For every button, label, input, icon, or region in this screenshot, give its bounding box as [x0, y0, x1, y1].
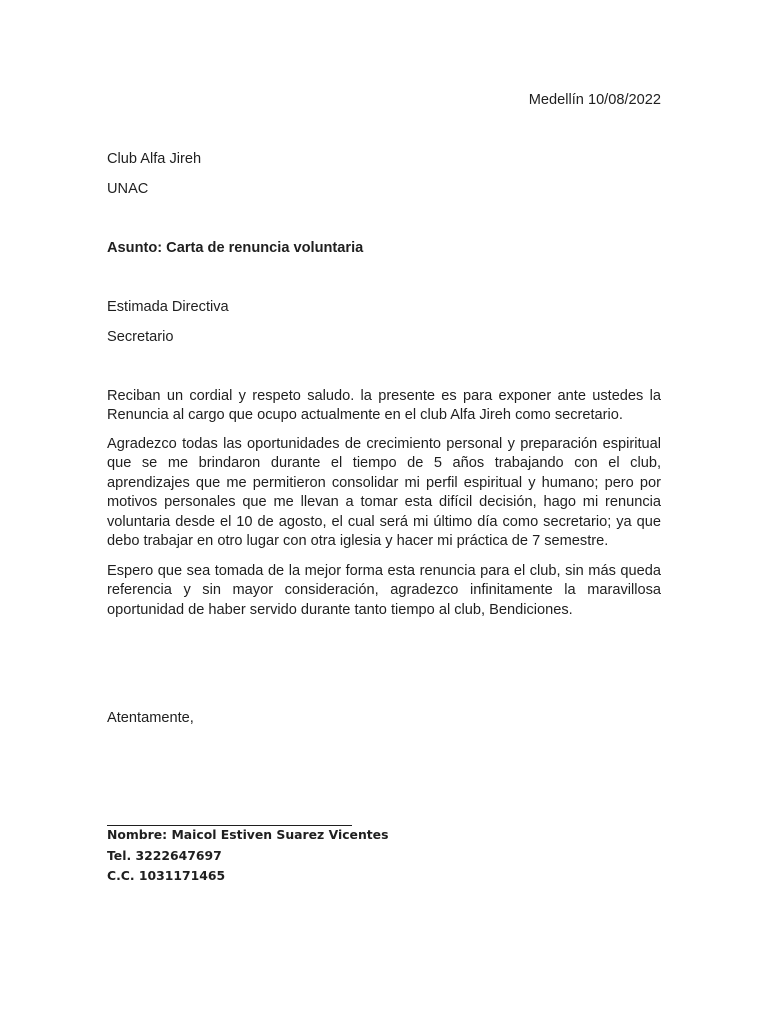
signature-line [107, 825, 352, 826]
salutation-secretario: Secretario [107, 329, 174, 345]
signature-phone: Tel. 3222647697 [107, 848, 222, 863]
body-paragraph-2: Agradezco todas las oportunidades de crecimiento personal y preparación espiritual que se me brindaron durante el tiempo de 5 años trabajando con el club, aprendizajes que me permitieron consolidar mi perfil espiritual y humano; pero por motivos personales que me llevan a tomar esta difícil decisión, hago mi renuncia voluntaria desde el 10 de agosto, el cual será mi último día como secretario; ya que debo trabajar en otro lugar con otra iglesia y hacer mi práctica de 7 semestre. [107, 436, 661, 550]
body-paragraph-3: Espero que sea tomada de la mejor forma esta renuncia para el club, sin más queda referencia y sin mayor consideración, agradezco infinitamente la maravillosa oportunidad de haber servido durante tanto tiempo al club, Bendiciones. [107, 563, 661, 618]
subject-line: Asunto: Carta de renuncia voluntaria [107, 240, 364, 256]
place-date: Medellín 10/08/2022 [528, 92, 661, 108]
signature-name: Nombre: Maicol Estiven Suarez Vicentes [107, 827, 389, 842]
body-paragraph-1: Reciban un cordial y respeto saludo. la presente es para exponer ante ustedes la Renuncia al cargo que ocupo actualmente en el club Alfa Jireh como secretario. [107, 388, 661, 424]
closing: Atentamente, [107, 710, 194, 726]
recipient-institution: UNAC [107, 181, 149, 197]
salutation-directiva: Estimada Directiva [107, 299, 229, 315]
signature-id: C.C. 1031171465 [107, 868, 226, 883]
recipient-club: Club Alfa Jireh [107, 151, 202, 167]
